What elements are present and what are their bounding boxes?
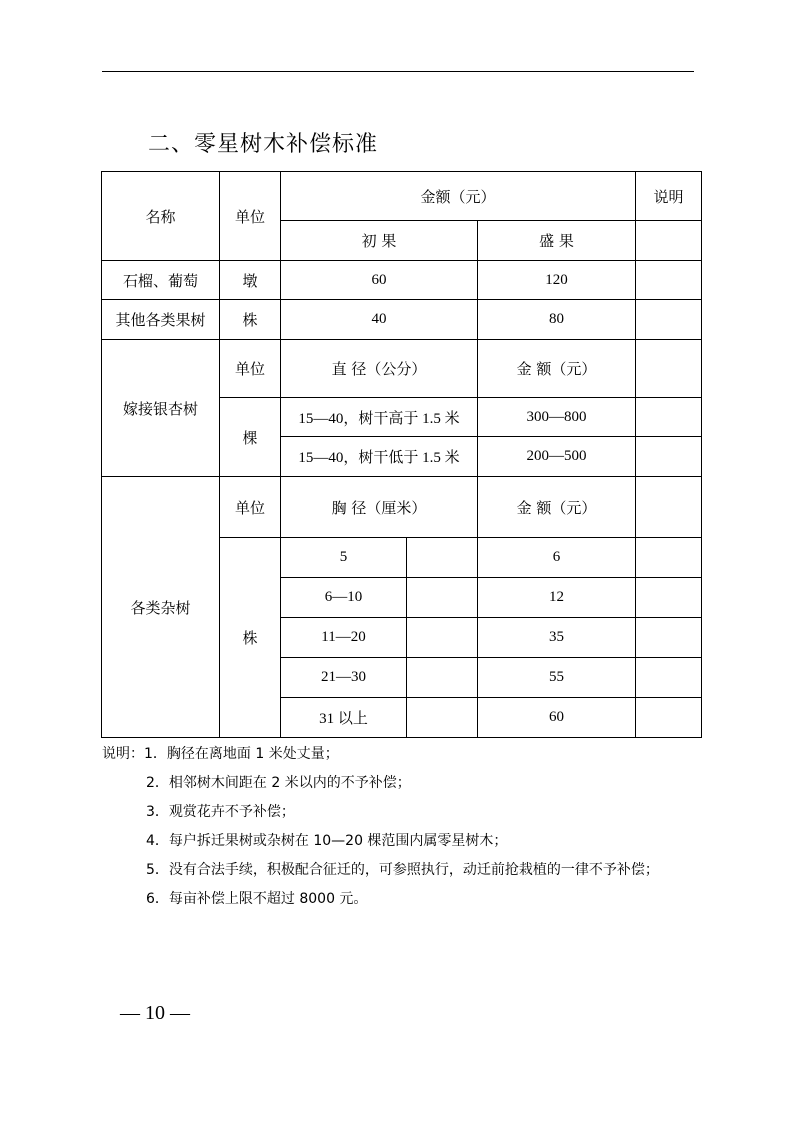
fruit-early-value: 60 (281, 261, 478, 300)
header-full-fruit: 盛 果 (478, 221, 636, 261)
note-cell (636, 398, 702, 437)
note-line: 6．每亩补偿上限不超过 8000 元。 (146, 891, 368, 907)
misc-name: 各类杂树 (102, 477, 220, 738)
fruit-full-value: 80 (478, 300, 636, 340)
section-heading: 二、零星树木补偿标准 (148, 132, 379, 157)
note-cell (636, 261, 702, 300)
note-cell (636, 578, 702, 618)
fruit-full-value: 120 (478, 261, 636, 300)
fruit-unit: 株 (220, 300, 281, 340)
note-cell (636, 618, 702, 658)
fruit-unit: 墩 (220, 261, 281, 300)
misc-dbh: 5 (281, 538, 407, 578)
header-early-fruit: 初 果 (281, 221, 478, 261)
ginkgo-amount: 200—500 (478, 437, 636, 477)
ginkgo-unit: 棵 (220, 398, 281, 477)
misc-amount-header: 金 额（元） (478, 477, 636, 538)
empty-cell (407, 578, 478, 618)
note-cell (636, 698, 702, 738)
note-cell (636, 538, 702, 578)
empty-cell (407, 538, 478, 578)
ginkgo-unit-label: 单位 (220, 340, 281, 398)
misc-amount: 35 (478, 618, 636, 658)
header-note: 说明 (636, 172, 702, 221)
empty-cell (407, 698, 478, 738)
note-line: 5．没有合法手续，积极配合征迁的，可参照执行，动迁前抢栽植的一律不予补偿； (146, 862, 659, 878)
ginkgo-spec: 15—40，树干低于 1.5 米 (281, 437, 478, 477)
header-rule (102, 71, 694, 72)
ginkgo-amount: 300—800 (478, 398, 636, 437)
note-cell (636, 658, 702, 698)
misc-dbh-header: 胸 径（厘米） (281, 477, 478, 538)
table-row (102, 477, 702, 538)
ginkgo-name: 嫁接银杏树 (102, 340, 220, 477)
note-cell (636, 477, 702, 538)
misc-amount: 60 (478, 698, 636, 738)
empty-cell (407, 658, 478, 698)
table-header-row (102, 172, 702, 221)
misc-amount: 55 (478, 658, 636, 698)
misc-amount: 6 (478, 538, 636, 578)
note-cell (636, 221, 702, 261)
table-row (102, 340, 702, 398)
note-cell (636, 300, 702, 340)
misc-dbh: 11—20 (281, 618, 407, 658)
fruit-early-value: 40 (281, 300, 478, 340)
note-cell (636, 340, 702, 398)
misc-unit: 株 (220, 538, 281, 738)
header-name: 名称 (102, 172, 220, 261)
misc-dbh: 31 以上 (281, 698, 407, 738)
note-cell (636, 437, 702, 477)
misc-dbh: 21—30 (281, 658, 407, 698)
table-row (102, 300, 702, 340)
page-number: — 10 — (120, 1002, 190, 1024)
note-line: 4．每户拆迁果树或杂树在 10—20 棵范围内属零星树木； (146, 833, 508, 849)
note-line: 3．观赏花卉不予补偿； (146, 804, 295, 820)
ginkgo-diameter-header: 直 径（公分） (281, 340, 478, 398)
misc-dbh: 6—10 (281, 578, 407, 618)
fruit-name: 石榴、葡萄 (102, 261, 220, 300)
note-line: 2．相邻树木间距在 2 米以内的不予补偿； (146, 775, 411, 791)
note-line: 说明：1．胸径在离地面 1 米处丈量； (102, 746, 339, 762)
compensation-table (101, 171, 702, 738)
notes-section (102, 740, 742, 914)
table-row (102, 261, 702, 300)
misc-amount: 12 (478, 578, 636, 618)
empty-cell (407, 618, 478, 658)
ginkgo-amount-header: 金 额（元） (478, 340, 636, 398)
ginkgo-spec: 15—40，树干高于 1.5 米 (281, 398, 478, 437)
fruit-name: 其他各类果树 (102, 300, 220, 340)
header-amount: 金额（元） (281, 172, 636, 221)
misc-unit-label: 单位 (220, 477, 281, 538)
header-unit: 单位 (220, 172, 281, 261)
